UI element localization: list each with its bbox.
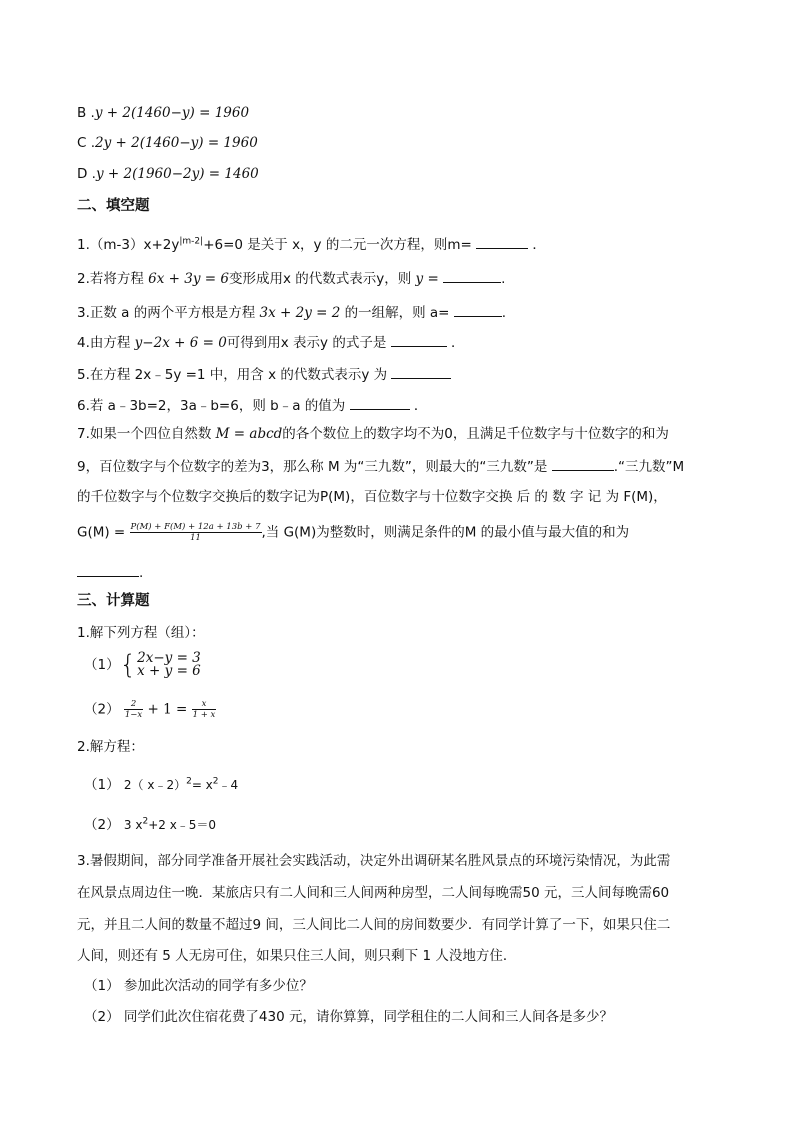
fraction-left: $\frac{2}{1-x}$ bbox=[124, 699, 143, 720]
problem-3-2-part-2: （2） 3 $x^2+2$ x﹣5＝0 bbox=[84, 816, 217, 833]
answer-blank[interactable] bbox=[350, 395, 410, 410]
answer-blank[interactable] bbox=[391, 364, 451, 379]
answer-blank[interactable] bbox=[552, 456, 614, 471]
section-title-calculation: 三、计算题 bbox=[77, 593, 150, 609]
question-2-1: $1.(m-3)x+2y^{|m-2|}+6=0$ 是关于 x，y 的二元一次方程，则m= ． bbox=[77, 234, 546, 254]
answer-blank[interactable] bbox=[443, 268, 501, 283]
problem-3-3-line-4: 人间，则还有 5 人无房可住，如果只住三人间，则只剩下 1 人没地方住． bbox=[77, 948, 517, 964]
question-2-7-line-5: . bbox=[77, 562, 143, 582]
answer-blank[interactable] bbox=[77, 562, 139, 577]
question-2-7-line-4: G(M) = $\frac{P(M) + F(M) + 12a + 13b + 7}{11}$ ,当 G(M)为整数时，则满足条件的M 的最小值与最大值的和为 bbox=[77, 522, 630, 543]
problem-3-3-line-1: 3.暑假期间，部分同学准备开展社会实践活动，决定外出调研某名胜风景点的环境污染情况，为此需 bbox=[77, 853, 671, 869]
question-2-5: 5.在方程 2x﹣5y =1 中，用含 x 的代数式表示y 为 bbox=[77, 364, 451, 384]
problem-3-3-line-3: 元，并且二人间的数量不超过9 间，三人间比二人间的房间数要少．有同学计算了一下，如果只住二 bbox=[77, 917, 671, 933]
problem-3-3-question-1: （1） 参加此次活动的同学有多少位？ bbox=[84, 978, 313, 994]
problem-3-1-part-2: （2） $\frac{2}{1-x}$ + 1 = $\frac{x}{1 + x}$ bbox=[84, 699, 216, 720]
problem-3-1-title: 1.解下列方程（组）： bbox=[77, 625, 205, 641]
question-2-4: 4.由方程 y−2x + 6 = 0可得到用x 表示y 的式子是 ． bbox=[77, 332, 464, 352]
question-2-7-line-2: 9，百位数字与个位数字的差为3，那么称 M 为“三九数”，则最大的“三九数”是 .“三九数”M bbox=[77, 456, 684, 476]
answer-blank[interactable] bbox=[391, 332, 447, 347]
problem-3-1-part-1: （1）{ 2x−y = 3 x + y = 6 bbox=[84, 650, 201, 680]
fraction-gm: $\frac{P(M) + F(M) + 12a + 13b + 7}{11}$ bbox=[130, 522, 261, 543]
answer-blank[interactable] bbox=[454, 302, 502, 317]
system-brace: { bbox=[119, 650, 137, 680]
section-title-fill-blank: 二、填空题 bbox=[77, 198, 150, 214]
question-2-3: 3.正数 a 的两个平方根是方程 3x + 2y = 2 的一组解，则 a= . bbox=[77, 302, 506, 322]
option-b: B .y + 2(1460−y) = 1960 bbox=[77, 105, 250, 121]
equation-system: 2x−y = 3 x + y = 6 bbox=[137, 650, 201, 679]
fraction-right: $\frac{x}{1 + x}$ bbox=[192, 699, 216, 720]
problem-3-3-line-2: 在风景点周边住一晚．某旅店只有二人间和三人间两种房型，二人间每晚需50 元，三人间每晚需60 bbox=[77, 885, 670, 901]
question-2-6: 6.若 a﹣3b=2，3a﹣b=6，则 b﹣a 的值为 ． bbox=[77, 395, 427, 415]
option-d: D .y + 2(1960−2y) = 1460 bbox=[77, 166, 259, 182]
answer-blank[interactable] bbox=[476, 234, 528, 249]
option-c: C .2y + 2(1460−y) = 1960 bbox=[77, 135, 258, 151]
question-2-2: 2.若将方程 6x + 3y = 6变形成用x 的代数式表示y，则 y = . bbox=[77, 268, 505, 288]
question-2-7-line-1: 7.如果一个四位自然数 M = abcd的各个数位上的数字均不为0，且满足千位数字与十位数字的和为 bbox=[77, 426, 669, 442]
question-2-7-line-3: 的千位数字与个位数字交换后的数字记为P(M)，百位数字与十位数字交换 后 的 数 字 记 为 F(M)， bbox=[77, 489, 667, 505]
problem-3-2-title: 2.解方程： bbox=[77, 739, 144, 755]
problem-3-3-question-2: （2） 同学们此次住宿花费了430 元，请你算算，同学租住的二人间和三人间各是多少？ bbox=[84, 1009, 613, 1025]
problem-3-2-part-1: （1） 2（ x﹣2）$^2$= $x^2﹣4$ bbox=[84, 776, 239, 793]
